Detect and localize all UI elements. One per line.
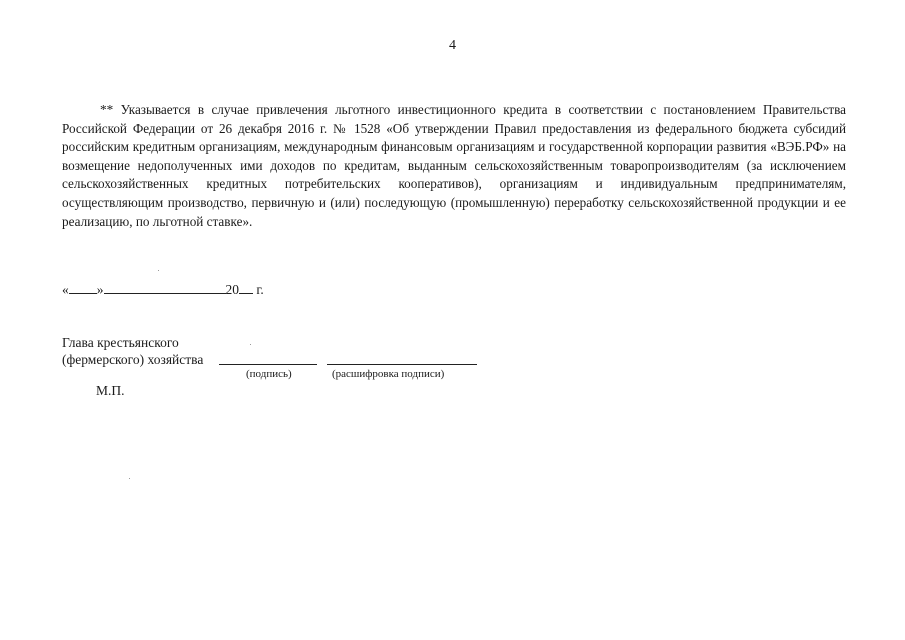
scan-speck [129, 478, 130, 479]
page-number: 4 [449, 38, 456, 53]
decoding-line [327, 364, 477, 365]
signatory-title-line1: Глава крестьянского [62, 335, 179, 350]
signature-block [62, 334, 203, 368]
signature-caption: (подпись) [246, 368, 292, 380]
month-blank [104, 281, 226, 294]
stamp-placeholder: М.П. [96, 383, 125, 398]
signatory-title-line2-text: (фермерского) хозяйства [62, 352, 204, 367]
date-close-quote: » [96, 282, 104, 297]
footnote-paragraph: ** Указывается в случае привлечения льготного инвестиционного кредита в соответствии с постановлением Правительства Российской Федерации от 26 декабря 2016 г. № 1528 «Об утверждении Правил предоставления из федерального бюджета субсидий российским кредитным организациям, международным финансовым организациям и государственной корпорации развития «ВЭБ.РФ» на возмещение недополученных ими доходов по кредитам, выданным сельскохозяйственным товаропроизводителям (за исключением сельскохозяйственных кредитных потребительских кооперативов), организациям и индивидуальным предпринимателям, осуществляющим производство, первичную и (или) последующую (промышленную) переработку сельскохозяйственной продукции и ее реализацию, по льготной ставке». [62, 102, 846, 229]
year-prefix: 20 [225, 282, 239, 297]
year-suffix: г. [256, 282, 264, 297]
scan-speck [158, 270, 159, 271]
scan-speck [250, 344, 251, 345]
signatory-title-line2 [62, 351, 203, 368]
date-open-quote: « [62, 282, 69, 297]
day-blank [69, 281, 97, 294]
year-blank [239, 281, 253, 294]
decoding-caption: (расшифровка подписи) [332, 368, 445, 380]
date-line [62, 281, 264, 298]
signature-line [219, 364, 317, 365]
